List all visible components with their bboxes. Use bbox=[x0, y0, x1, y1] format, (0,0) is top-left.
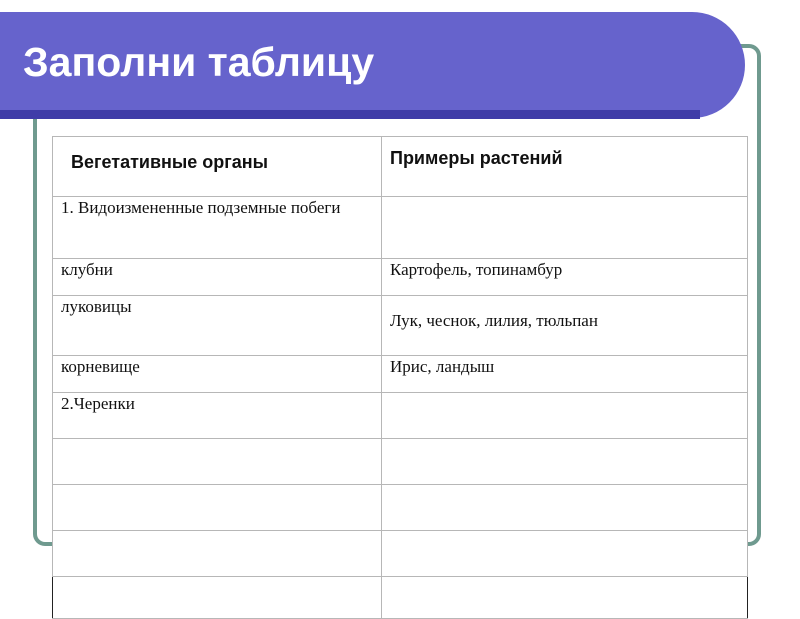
table-cell[interactable]: клубни bbox=[53, 259, 382, 296]
table-cell[interactable]: Ирис, ландыш bbox=[382, 356, 748, 393]
header-plant-examples: Примеры растений bbox=[382, 137, 748, 197]
table-cell[interactable] bbox=[53, 485, 382, 531]
header-vegetative-organs: Вегетативные органы bbox=[53, 137, 382, 197]
table-cell[interactable] bbox=[382, 393, 748, 439]
table-row bbox=[53, 296, 748, 356]
fill-in-table bbox=[52, 136, 748, 619]
table-cell[interactable]: 1. Видоизмененные подземные побеги bbox=[53, 197, 382, 259]
table-cell[interactable] bbox=[382, 577, 748, 619]
table-cell[interactable]: луковицы bbox=[53, 296, 382, 356]
table-cell[interactable]: 2.Черенки bbox=[53, 393, 382, 439]
table-row bbox=[53, 485, 748, 531]
table-cell[interactable] bbox=[53, 531, 382, 577]
table-row bbox=[53, 577, 748, 619]
table-cell[interactable]: Лук, чеснок, лилия, тюльпан bbox=[382, 296, 748, 356]
table-cell[interactable] bbox=[382, 531, 748, 577]
table-cell[interactable]: корневище bbox=[53, 356, 382, 393]
table-cell[interactable] bbox=[53, 439, 382, 485]
table-cell[interactable] bbox=[382, 197, 748, 259]
table-row bbox=[53, 356, 748, 393]
table-row bbox=[53, 531, 748, 577]
table-cell[interactable] bbox=[382, 485, 748, 531]
table-row bbox=[53, 393, 748, 439]
table-cell[interactable]: Картофель, топинамбур bbox=[382, 259, 748, 296]
table-row bbox=[53, 259, 748, 296]
table-row bbox=[53, 197, 748, 259]
title-banner-stripe bbox=[0, 110, 700, 119]
table-cell[interactable] bbox=[382, 439, 748, 485]
slide-title: Заполни таблицу bbox=[23, 39, 375, 85]
table-row bbox=[53, 439, 748, 485]
table-cell[interactable] bbox=[53, 577, 382, 619]
table-header-row bbox=[53, 137, 748, 197]
